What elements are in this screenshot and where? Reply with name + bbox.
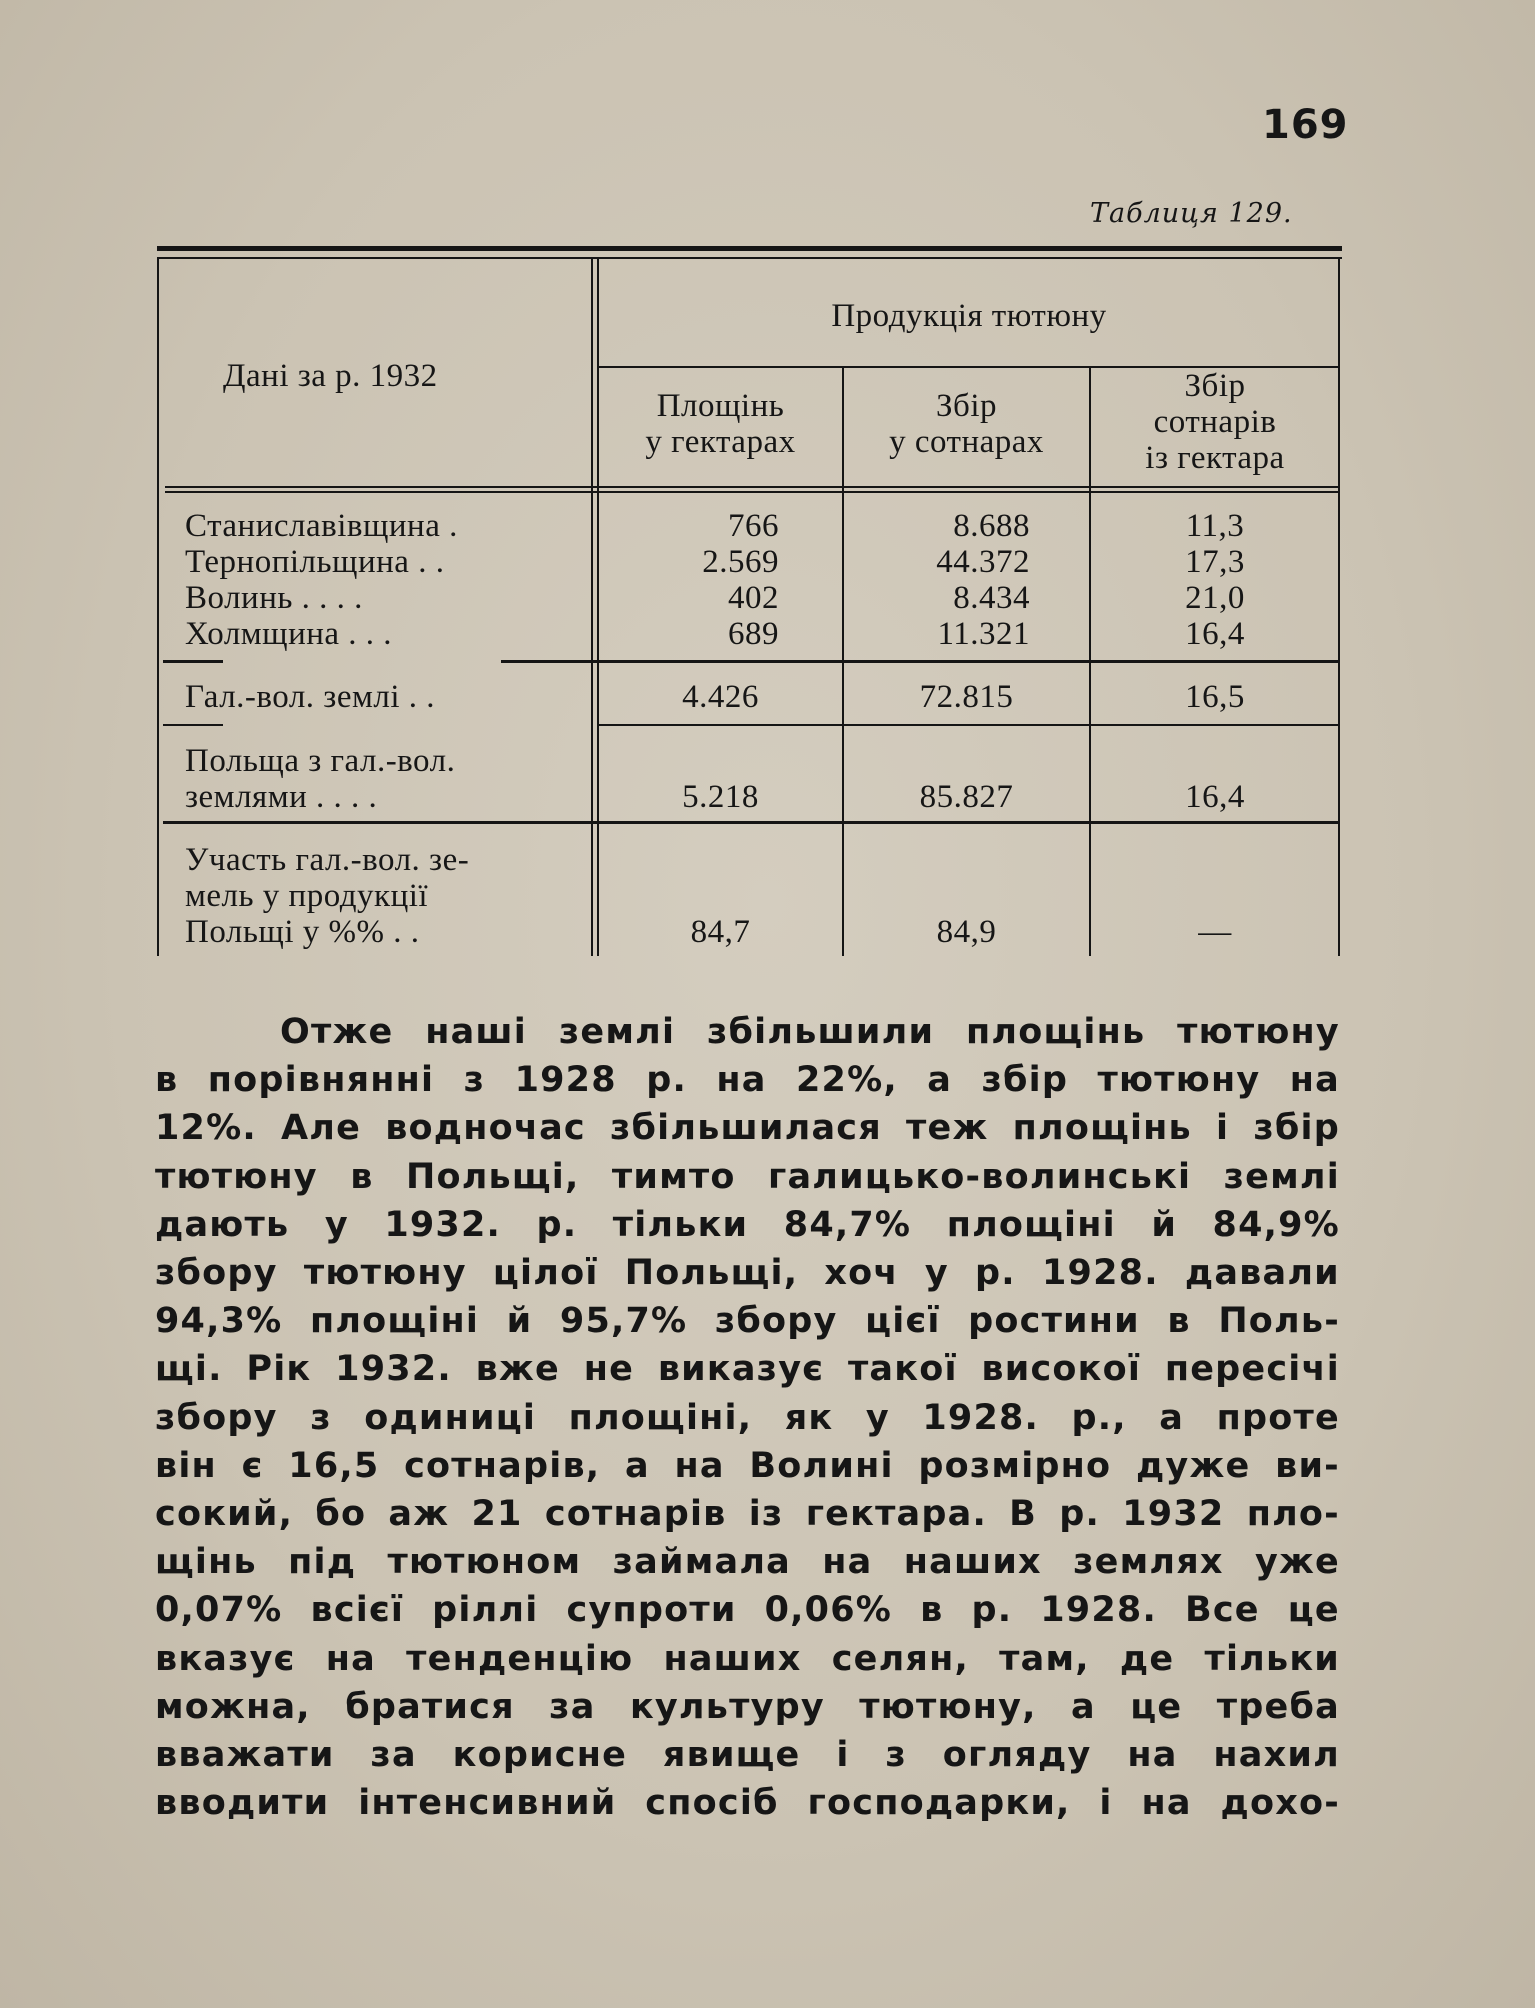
word: явище [662, 1735, 801, 1776]
word: р. [536, 1204, 578, 1245]
word: й [506, 1301, 533, 1342]
word: можна, [155, 1686, 311, 1727]
row-label-line2: землями . . . . [185, 779, 378, 815]
word: наші [425, 1012, 528, 1052]
row-label: Волинь . . . . [185, 580, 363, 616]
word: 21 [471, 1494, 523, 1535]
word: у [924, 1253, 949, 1294]
cell-area: 4.426 [682, 679, 759, 715]
cell-harvest: 85.827 [919, 779, 1014, 815]
word: на [325, 1638, 376, 1679]
word: високої [981, 1349, 1142, 1390]
word: щінь [155, 1542, 257, 1583]
word: 12%. [155, 1108, 257, 1149]
word: вказує [155, 1638, 296, 1679]
group-header: Продукція тютюну [831, 298, 1107, 334]
word: треба [1216, 1686, 1340, 1727]
word: 16,5 [288, 1445, 380, 1486]
word: ви- [1275, 1445, 1340, 1486]
word: спосіб [645, 1783, 779, 1824]
word: збір [981, 1060, 1069, 1101]
word: водночас [385, 1108, 586, 1149]
word: тільки [1204, 1638, 1340, 1679]
word: на [674, 1445, 725, 1486]
word: тютюну, [859, 1686, 1037, 1727]
word: тільки [612, 1204, 749, 1245]
text-line [155, 1731, 1340, 1779]
word: 1928. [1041, 1253, 1159, 1294]
cell-area: 5.218 [682, 779, 759, 815]
word: це [1130, 1686, 1183, 1727]
word: 84,7% [783, 1204, 912, 1245]
text-line [155, 1683, 1340, 1731]
table-top-rule-thin [157, 257, 1342, 259]
word: бо [315, 1494, 367, 1535]
col-header-per-ha-line2: сотнарів [1153, 404, 1277, 440]
text-line [155, 1297, 1340, 1345]
word: огляду [942, 1735, 1092, 1776]
word: землі [1223, 1156, 1340, 1197]
text-line [155, 1442, 1340, 1490]
row-label-line3: Польщі у %% . . [185, 914, 420, 950]
word: р. [975, 1253, 1016, 1294]
word: площінь [966, 1012, 1146, 1052]
cell-harvest: 8.434 [953, 580, 1030, 616]
word: а [1159, 1397, 1185, 1438]
word: корисне [452, 1735, 628, 1776]
text-line [155, 1153, 1340, 1201]
word: 1928. [1040, 1590, 1157, 1631]
word: братися [345, 1686, 515, 1727]
word: ріллі [432, 1590, 539, 1631]
word: тютюну [303, 1253, 467, 1294]
text-line [155, 1779, 1340, 1827]
stub-divider [591, 259, 593, 956]
word: наших [903, 1542, 1042, 1583]
col-header-per-ha [1091, 368, 1339, 476]
word: в [920, 1590, 944, 1631]
table-top-rule [157, 246, 1342, 251]
row-label: Станиславівщина . [185, 508, 458, 544]
word: вводити [155, 1783, 330, 1824]
cell-per-ha: 21,0 [1185, 580, 1245, 616]
word: землях [1073, 1542, 1224, 1583]
word: Все [1184, 1590, 1260, 1631]
table-left-border [157, 259, 159, 956]
word: він [155, 1445, 217, 1486]
col-header-per-ha-line1: Збір [1184, 368, 1246, 404]
text-line [155, 1538, 1340, 1586]
cell-per-ha: 16,5 [1185, 679, 1245, 715]
word: на [822, 1542, 873, 1583]
word: р. [971, 1590, 1013, 1631]
total-rule-short [163, 660, 223, 663]
cell-per-ha: — [1198, 914, 1232, 950]
word: а [1071, 1686, 1096, 1727]
cell-per-ha: 11,3 [1185, 508, 1245, 544]
word: і [836, 1735, 850, 1776]
word: культуру [629, 1686, 825, 1727]
word: тютюну [155, 1156, 318, 1197]
cell-per-ha: 16,4 [1185, 616, 1245, 652]
word: землі [558, 1012, 676, 1052]
word: не [583, 1349, 635, 1390]
tobacco-production-table [155, 246, 1342, 956]
share-rule [163, 821, 1339, 824]
word: Рік [246, 1349, 312, 1390]
word: Але [281, 1108, 362, 1149]
word: площіні [309, 1301, 480, 1342]
col-header-area-line1: Площінь [656, 388, 785, 424]
row-label-line1: Участь гал.-вол. зе- [185, 842, 470, 878]
word: супроти [566, 1590, 737, 1631]
word: 22%, [795, 1060, 898, 1101]
word: Поль- [1218, 1301, 1340, 1342]
stub-header: Дані за р. 1932 [223, 358, 438, 394]
word: збір [1253, 1108, 1340, 1149]
word: Польщі, [624, 1253, 799, 1294]
word: уже [1255, 1542, 1340, 1583]
word: щі. [155, 1349, 223, 1390]
word: на [1127, 1735, 1178, 1776]
word: розмірно [918, 1445, 1112, 1486]
word: сотнарів [544, 1494, 727, 1535]
word: всієї [310, 1590, 405, 1631]
word: 95,7% [559, 1301, 688, 1342]
word: пересічі [1164, 1349, 1340, 1390]
word: цілої [492, 1253, 599, 1294]
text-line [155, 1201, 1340, 1249]
word: за [549, 1686, 596, 1727]
word: сотнарів, [404, 1445, 601, 1486]
word: на [1141, 1783, 1192, 1824]
row-label: Холмщина . . . [185, 616, 393, 652]
text-line [155, 1635, 1340, 1683]
word: 0,07% [155, 1590, 283, 1631]
word: р. [646, 1060, 687, 1101]
text-line [155, 1586, 1340, 1634]
word: дають [155, 1204, 290, 1245]
word: 1932. [335, 1349, 452, 1390]
cell-harvest: 44.372 [936, 544, 1030, 580]
word: Волині [749, 1445, 894, 1486]
word: збору [155, 1253, 278, 1294]
header-bottom-rule-2 [165, 491, 1339, 493]
word: такої [847, 1349, 958, 1390]
col-header-harvest-line1: Збір [936, 388, 997, 424]
word: давали [1184, 1253, 1340, 1294]
word: в [155, 1060, 179, 1101]
col-header-area-line2: у гектарах [645, 424, 796, 460]
word: збору [155, 1397, 278, 1438]
col-header-area [599, 388, 842, 460]
text-line [155, 1394, 1340, 1442]
word: цієї [865, 1301, 941, 1342]
row-label: Тернопільщина . . [185, 544, 445, 580]
page-number: 169 [1262, 102, 1349, 148]
body-paragraph [155, 1008, 1340, 1827]
word: 0,06% [764, 1590, 893, 1631]
word: нахил [1213, 1735, 1340, 1776]
word: збільшили [707, 1012, 935, 1052]
row-label: Гал.-вол. землі . . [185, 679, 435, 715]
poland-rule-short [163, 724, 223, 726]
word: з [885, 1735, 907, 1776]
word: виказує [657, 1349, 825, 1390]
word: вважати [155, 1735, 335, 1776]
word: із [748, 1494, 784, 1535]
word: порівнянні [207, 1060, 435, 1101]
word: 84,9% [1212, 1204, 1340, 1245]
text-line [155, 1056, 1340, 1104]
word: тютюну [1177, 1012, 1340, 1052]
cell-harvest: 8.688 [953, 508, 1030, 544]
text-line [155, 1345, 1340, 1393]
word: це [1287, 1590, 1340, 1631]
word: дуже [1135, 1445, 1251, 1486]
word: проте [1216, 1397, 1340, 1438]
word: тенденцію [406, 1638, 634, 1679]
word: хоч [824, 1253, 899, 1294]
word: Польщі, [405, 1156, 580, 1197]
cell-area: 402 [728, 580, 779, 616]
word: р. [1059, 1494, 1101, 1535]
cell-harvest: 72.815 [919, 679, 1014, 715]
word: тютюном [387, 1542, 582, 1583]
word: 1932 [1122, 1494, 1225, 1535]
word: на [716, 1060, 767, 1101]
word: збільшилася [610, 1108, 882, 1149]
col-header-per-ha-line3: із гектара [1145, 440, 1285, 476]
word: теж [906, 1108, 989, 1149]
word: господарки, [807, 1783, 1071, 1824]
word: селян, [831, 1638, 969, 1679]
word: площіні [946, 1204, 1116, 1245]
word: ростини [968, 1301, 1140, 1342]
header-bottom-rule [165, 486, 1339, 488]
text-line [155, 1490, 1340, 1538]
word: дохо- [1220, 1783, 1340, 1824]
cell-area: 84,7 [690, 914, 751, 950]
word: там, [999, 1638, 1090, 1679]
cell-area: 766 [728, 508, 779, 544]
col-header-harvest [844, 388, 1089, 460]
word: інтенсивний [358, 1783, 617, 1824]
word: галицько-волинські [768, 1156, 1192, 1197]
word: займала [612, 1542, 791, 1583]
cell-per-ha: 16,4 [1185, 779, 1245, 815]
word: гектара. [805, 1494, 987, 1535]
word: й [1151, 1204, 1178, 1245]
word: як [784, 1397, 834, 1438]
text-line [155, 1104, 1340, 1152]
row-label-line2: мель у продукції [185, 878, 429, 914]
word: за [370, 1735, 417, 1776]
word: у [324, 1204, 349, 1245]
word: з [310, 1397, 332, 1438]
cell-harvest: 11.321 [937, 616, 1030, 652]
row-label-line1: Польща з гал.-вол. [185, 743, 456, 779]
word: площінь [1012, 1108, 1192, 1149]
word: а [624, 1445, 650, 1486]
word: є [241, 1445, 264, 1486]
cell-per-ha: 17,3 [1185, 544, 1245, 580]
word: з [463, 1060, 486, 1101]
word: на [1289, 1060, 1340, 1101]
total-rule [501, 660, 1339, 663]
word: в [350, 1156, 374, 1197]
word: 1928 [514, 1060, 617, 1101]
poland-rule [599, 724, 1339, 726]
word: р., [1071, 1397, 1127, 1438]
word: 1928. [922, 1397, 1040, 1438]
word: в [1167, 1301, 1191, 1342]
word: а [927, 1060, 953, 1101]
table-caption: Таблиця 129. [1090, 198, 1293, 229]
word: пло- [1246, 1494, 1340, 1535]
word: під [288, 1542, 357, 1583]
word: і [1216, 1108, 1230, 1149]
word: вже [475, 1349, 560, 1390]
word: одиниці [364, 1397, 537, 1438]
word: де [1119, 1638, 1175, 1679]
word: і [1099, 1783, 1113, 1824]
word: 1932. [384, 1204, 502, 1245]
word: аж [388, 1494, 450, 1535]
cell-harvest: 84,9 [936, 914, 997, 950]
word: 94,3% [155, 1301, 283, 1342]
cell-area: 2.569 [702, 544, 779, 580]
word: наших [663, 1638, 802, 1679]
word: Отже [280, 1012, 394, 1052]
text-line [155, 1008, 1340, 1056]
word: площіні, [568, 1397, 753, 1438]
word: сокий, [155, 1494, 294, 1535]
word: тютюну [1097, 1060, 1261, 1101]
word: у [865, 1397, 890, 1438]
text-line [155, 1249, 1340, 1297]
word: збору [714, 1301, 838, 1342]
word: тимто [611, 1156, 736, 1197]
col-header-harvest-line2: у сотнарах [889, 424, 1044, 460]
cell-area: 689 [728, 616, 779, 652]
word: В [1009, 1494, 1038, 1535]
